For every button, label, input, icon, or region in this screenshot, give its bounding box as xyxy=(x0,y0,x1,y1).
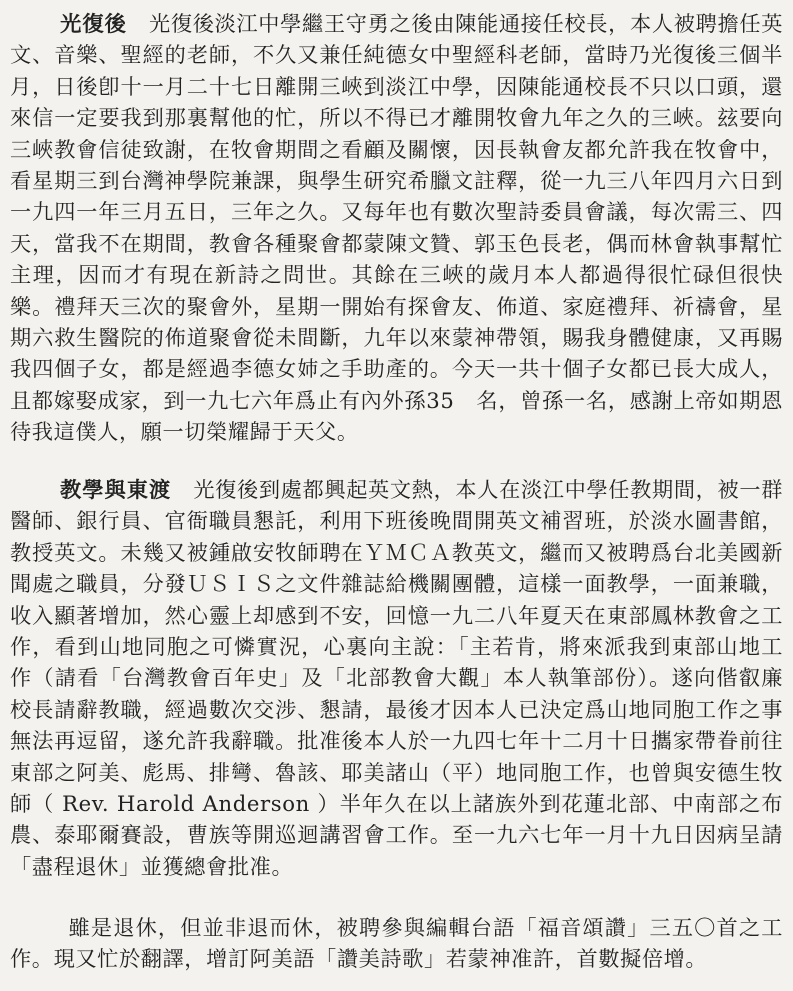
section-heading: 光復後 xyxy=(60,11,127,36)
section-body: 雖是退休，但並非退而休，被聘參與編輯台語「福音頌讚」三五〇首之工作。現又忙於翻譯，增訂阿美語「讚美詩歌」若蒙神准許，首數擬倍增。 xyxy=(10,915,783,972)
section-body: 光復後淡江中學繼王守勇之後由陳能通接任校長，本人被聘擔任英文、音樂、聖經的老師，不久又兼任純德女中聖經科老師，當時乃光復後三個半月，日後卽十一月二十七日離開三峽到淡江中學，因陳能通校長不只以口頭，還來信一定要我到那裏幫他的忙，所以不得已才離開牧會九年之久的三峽。玆要向三峽教會信徒致謝，在牧會期間之看顧及關懷，因長執會友都允許我在牧會中，看星期三到台灣神學院兼課，與學生研究希臘文註釋，從一九三八年四月六日到一九四一年三月五日，三年之久。又每年也有數次聖詩委員會議，每次需三、四天，當我不在期間，教會各種聚會都蒙陳文贊、郭玉色長老，偶而林會執事幫忙主理，因而才有現在新詩之問世。其餘在三峽的歲月本人都過得很忙碌但很快樂。禮拜天三次的聚會外，星期一開始有探會友、佈道、家庭禮拜、祈禱會，星期六救生醫院的佈道聚會從未間斷，九年以來蒙神帶領，賜我身體健康，又再賜我四個子女，都是經過李德女姉之手助產的。今天一共十個子女都已長大成人，且都嫁娶成家，到一九七六年爲止有內外孫35 名，曾孫一名，感謝上帝如期恩待我這僕人，願一切榮耀歸于天父。 xyxy=(10,11,783,445)
section-heading: 教學與東渡 xyxy=(60,477,172,502)
section-retirement xyxy=(10,912,783,975)
section-body: 光復後到處都興起英文熱，本人在淡江中學任教期間，被一群醫師、銀行員、官衙職員懇託，利用下班後晚間開英文補習班，於淡水圖書館，教授英文。未幾又被鍾啟安牧師聘在ＹＭＣＡ教英文，繼而又被聘爲台北美國新聞處之職員，分發ＵＳＩＳ之文件雜誌給機關團體，這樣一面教學，一面兼職，收入顯著增加，然心靈上却感到不安，回憶一九二八年夏天在東部鳳林教會之工作，看到山地同胞之可憐實況，心裏向主說：「主若肯，將來派我到東部山地工作（請看「台灣教會百年史」及「北部教會大觀」本人執筆部份）。遂向偕叡廉校長請辭教職，經過數次交涉、懇請，最後才因本人已決定爲山地同胞工作之事無法再逗留，遂允許我辭職。批准後本人於一九四七年十二月十日攜家帶眷前往東部之阿美、彪馬、排彎、魯該、耶美諸山（平）地同胞工作，也曾與安德生牧師（ Rev. Harold Anderson ）半年久在以上諸族外到花蓮北部、中南部之布農、泰耶爾賽設，曹族等開巡迴講習會工作。至一九六七年一月十九日因病呈請「盡程退休」並獲總會批准。 xyxy=(10,477,783,879)
section-after-retrocession xyxy=(10,8,783,448)
section-teaching-and-east xyxy=(10,474,783,882)
